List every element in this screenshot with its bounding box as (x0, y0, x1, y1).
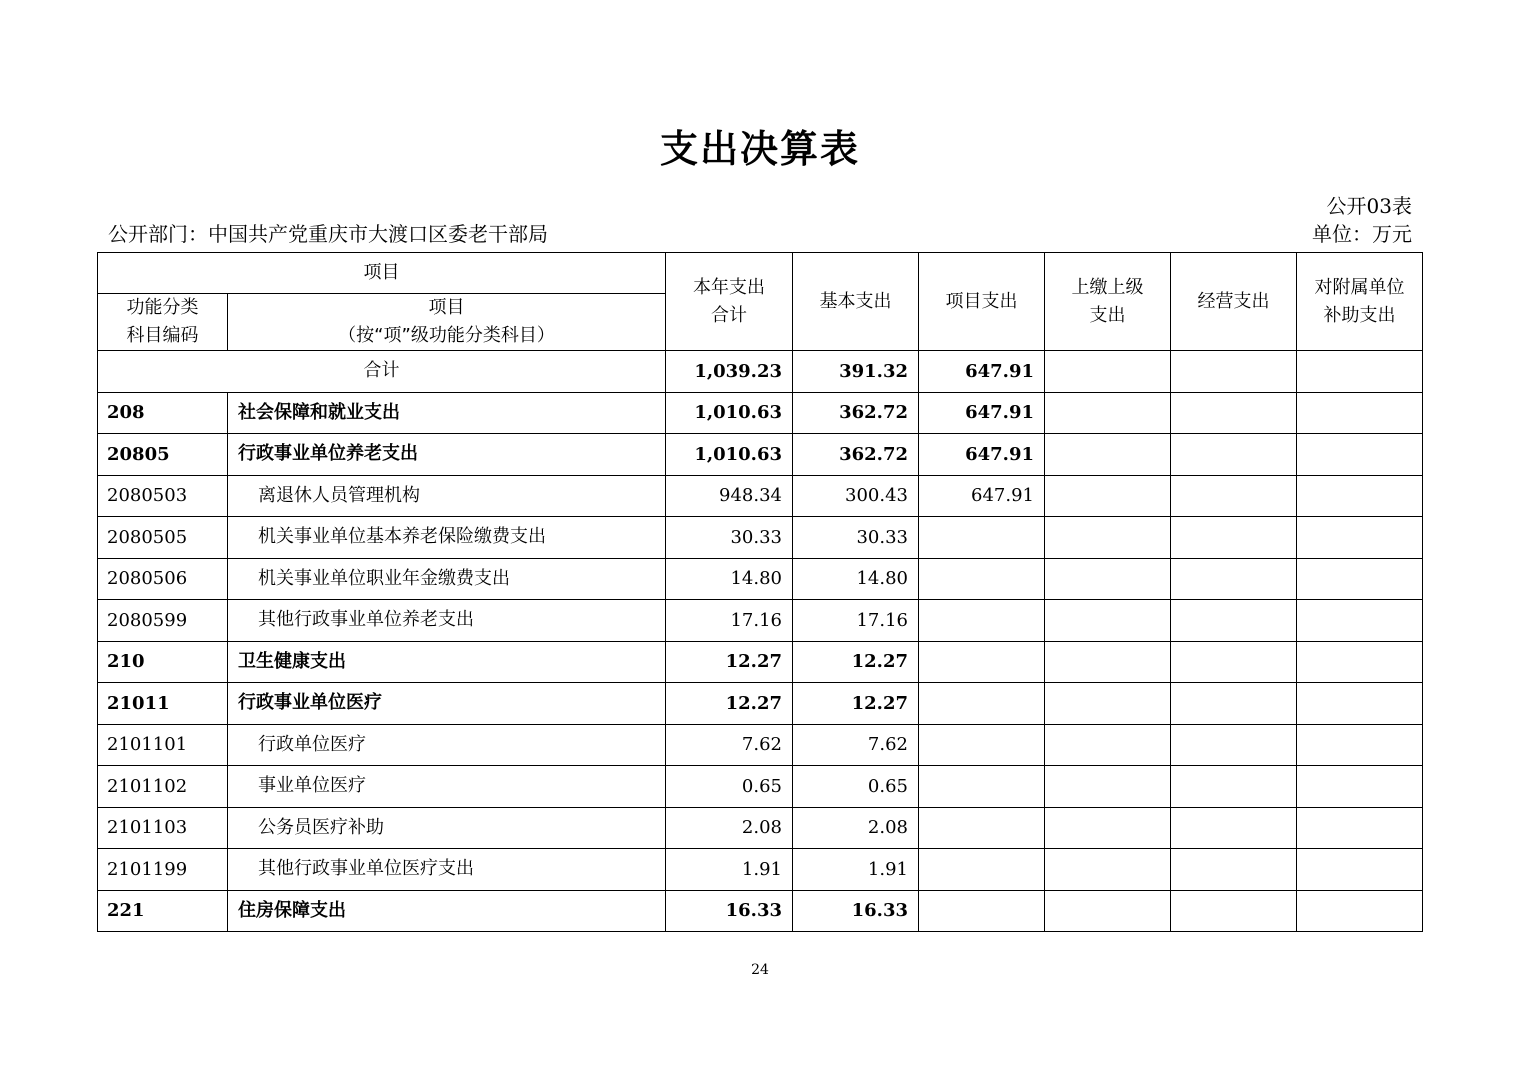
row-subsidy (1297, 683, 1423, 725)
table-row (98, 890, 1423, 932)
row-upper (1045, 641, 1171, 683)
row-basic: 12.27 (793, 683, 919, 725)
row-project (919, 600, 1045, 642)
table-row (98, 434, 1423, 476)
row-name: 事业单位医疗 (228, 766, 666, 808)
row-total: 16.33 (666, 890, 793, 932)
row-total: 948.34 (666, 475, 793, 517)
header-project: 项目支出 (919, 253, 1045, 351)
row-business (1171, 849, 1297, 891)
row-subsidy (1297, 517, 1423, 559)
page-number: 24 (751, 962, 769, 978)
total-project: 647.91 (919, 351, 1045, 393)
table-row (98, 475, 1423, 517)
row-total: 7.62 (666, 724, 793, 766)
row-project (919, 558, 1045, 600)
total-subsidy (1297, 351, 1423, 393)
expenditure-table (97, 252, 1423, 932)
row-name: 卫生健康支出 (228, 641, 666, 683)
row-code: 2080599 (98, 600, 228, 642)
row-code: 2101103 (98, 807, 228, 849)
header-basic: 基本支出 (793, 253, 919, 351)
row-name: 行政单位医疗 (228, 724, 666, 766)
row-project (919, 517, 1045, 559)
row-business (1171, 475, 1297, 517)
row-business (1171, 392, 1297, 434)
row-basic: 300.43 (793, 475, 919, 517)
total-upper (1045, 351, 1171, 393)
header-upper: 上缴上级 支出 (1045, 253, 1171, 351)
row-project: 647.91 (919, 434, 1045, 476)
header-code: 功能分类 科目编码 (98, 294, 228, 351)
header-item-group: 项目 (98, 253, 666, 294)
row-subsidy (1297, 724, 1423, 766)
row-name: 其他行政事业单位医疗支出 (228, 849, 666, 891)
header-subsidy: 对附属单位 补助支出 (1297, 253, 1423, 351)
row-project (919, 683, 1045, 725)
row-business (1171, 890, 1297, 932)
row-upper (1045, 475, 1171, 517)
row-business (1171, 558, 1297, 600)
row-subsidy (1297, 434, 1423, 476)
row-basic: 12.27 (793, 641, 919, 683)
row-project (919, 641, 1045, 683)
row-code: 20805 (98, 434, 228, 476)
table-row (98, 724, 1423, 766)
row-code: 2080505 (98, 517, 228, 559)
row-total: 1,010.63 (666, 434, 793, 476)
row-project: 647.91 (919, 392, 1045, 434)
row-name: 社会保障和就业支出 (228, 392, 666, 434)
row-subsidy (1297, 807, 1423, 849)
row-business (1171, 517, 1297, 559)
table-row (98, 683, 1423, 725)
row-upper (1045, 683, 1171, 725)
row-total: 12.27 (666, 683, 793, 725)
row-subsidy (1297, 890, 1423, 932)
row-name: 行政事业单位养老支出 (228, 434, 666, 476)
row-project: 647.91 (919, 475, 1045, 517)
row-subsidy (1297, 475, 1423, 517)
row-name: 机关事业单位职业年金缴费支出 (228, 558, 666, 600)
row-code: 2080503 (98, 475, 228, 517)
row-total: 17.16 (666, 600, 793, 642)
row-project (919, 724, 1045, 766)
table-row (98, 517, 1423, 559)
row-project (919, 890, 1045, 932)
row-name: 机关事业单位基本养老保险缴费支出 (228, 517, 666, 559)
row-business (1171, 600, 1297, 642)
total-label: 合计 (98, 351, 666, 393)
unit-label: 单位：万元 (1312, 222, 1412, 246)
page-title: 支出决算表 (659, 127, 860, 171)
row-project (919, 766, 1045, 808)
row-upper (1045, 434, 1171, 476)
department-label: 公开部门：中国共产党重庆市大渡口区委老干部局 (108, 222, 548, 246)
row-business (1171, 434, 1297, 476)
total-amount: 1,039.23 (666, 351, 793, 393)
row-basic: 362.72 (793, 392, 919, 434)
row-code: 2101101 (98, 724, 228, 766)
row-code: 210 (98, 641, 228, 683)
row-code: 21011 (98, 683, 228, 725)
row-subsidy (1297, 849, 1423, 891)
row-business (1171, 641, 1297, 683)
header-item-name: 项目 （按“项”级功能分类科目） (228, 294, 666, 351)
row-basic: 0.65 (793, 766, 919, 808)
table-row (98, 558, 1423, 600)
row-basic: 7.62 (793, 724, 919, 766)
row-basic: 30.33 (793, 517, 919, 559)
row-name: 住房保障支出 (228, 890, 666, 932)
row-subsidy (1297, 641, 1423, 683)
total-business (1171, 351, 1297, 393)
row-total: 30.33 (666, 517, 793, 559)
row-total: 2.08 (666, 807, 793, 849)
row-upper (1045, 600, 1171, 642)
table-row (98, 766, 1423, 808)
row-project (919, 849, 1045, 891)
row-name: 行政事业单位医疗 (228, 683, 666, 725)
row-code: 2080506 (98, 558, 228, 600)
row-total: 1.91 (666, 849, 793, 891)
total-row (98, 351, 1423, 393)
row-upper (1045, 849, 1171, 891)
row-subsidy (1297, 766, 1423, 808)
row-basic: 14.80 (793, 558, 919, 600)
form-number: 公开03表 (1326, 194, 1412, 218)
row-upper (1045, 724, 1171, 766)
table-row (98, 807, 1423, 849)
row-business (1171, 766, 1297, 808)
row-name: 离退休人员管理机构 (228, 475, 666, 517)
row-subsidy (1297, 558, 1423, 600)
row-subsidy (1297, 392, 1423, 434)
row-business (1171, 807, 1297, 849)
header-total: 本年支出 合计 (666, 253, 793, 351)
row-upper (1045, 766, 1171, 808)
row-upper (1045, 392, 1171, 434)
row-basic: 17.16 (793, 600, 919, 642)
row-upper (1045, 558, 1171, 600)
row-code: 2101102 (98, 766, 228, 808)
row-subsidy (1297, 600, 1423, 642)
table-row (98, 392, 1423, 434)
row-basic: 2.08 (793, 807, 919, 849)
row-basic: 1.91 (793, 849, 919, 891)
header-business: 经营支出 (1171, 253, 1297, 351)
row-upper (1045, 890, 1171, 932)
row-code: 2101199 (98, 849, 228, 891)
row-name: 公务员医疗补助 (228, 807, 666, 849)
row-name: 其他行政事业单位养老支出 (228, 600, 666, 642)
row-upper (1045, 517, 1171, 559)
row-upper (1045, 807, 1171, 849)
row-total: 12.27 (666, 641, 793, 683)
table-row (98, 641, 1423, 683)
row-project (919, 807, 1045, 849)
row-code: 208 (98, 392, 228, 434)
total-basic: 391.32 (793, 351, 919, 393)
table-row (98, 600, 1423, 642)
row-basic: 362.72 (793, 434, 919, 476)
row-total: 14.80 (666, 558, 793, 600)
row-business (1171, 683, 1297, 725)
row-basic: 16.33 (793, 890, 919, 932)
row-business (1171, 724, 1297, 766)
row-total: 0.65 (666, 766, 793, 808)
row-code: 221 (98, 890, 228, 932)
row-total: 1,010.63 (666, 392, 793, 434)
table-row (98, 849, 1423, 891)
